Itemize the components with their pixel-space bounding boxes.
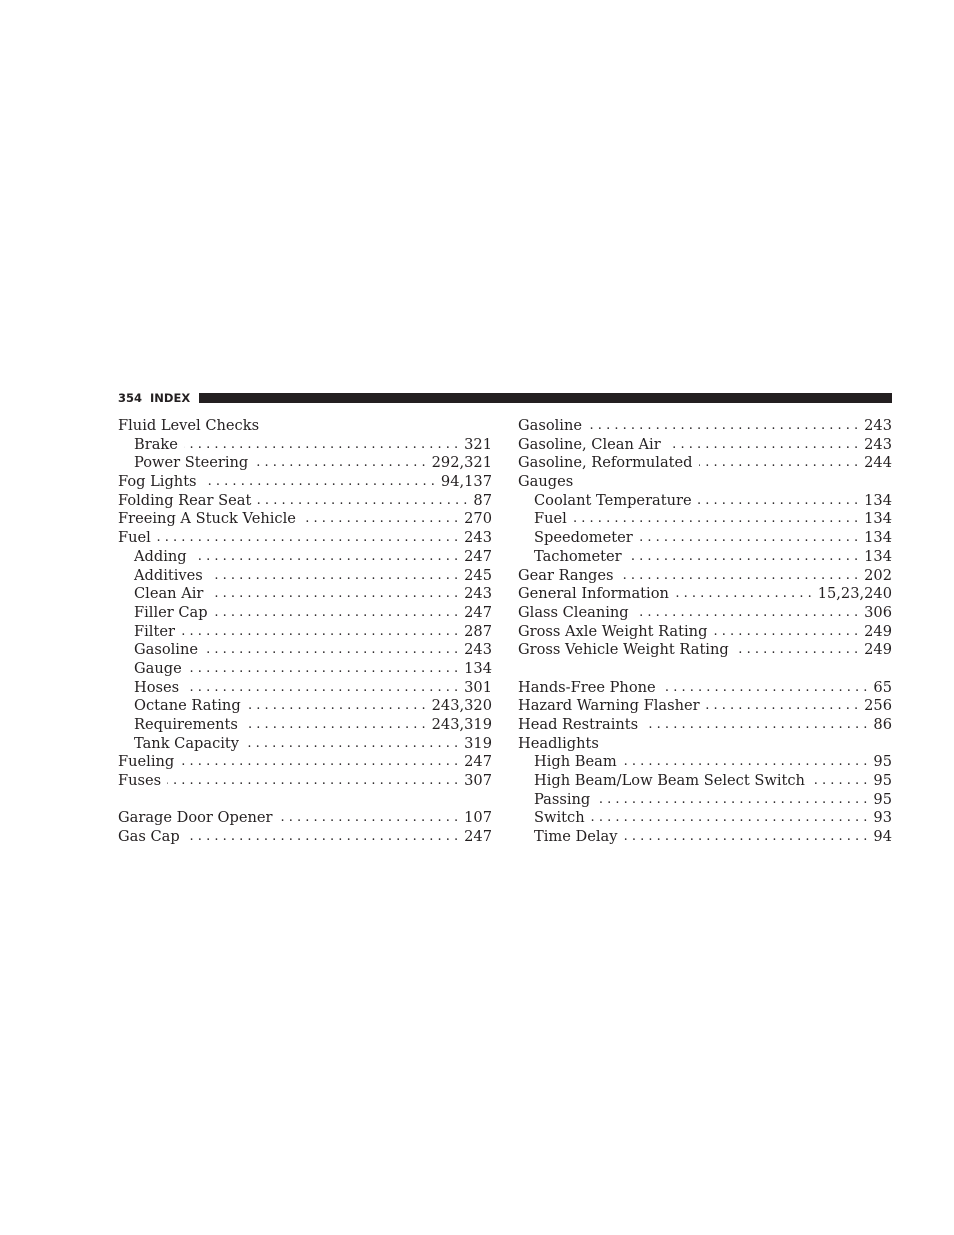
index-term: Fuel [534,510,567,528]
index-term: Adding [134,547,187,565]
index-term: Octane Rating [134,697,241,715]
dot-leader [161,772,464,791]
index-page-refs: 307 [464,772,492,790]
index-entry [518,585,892,604]
index-term: Filler Cap [134,603,208,621]
index-page-refs: 306 [864,603,892,621]
dot-leader [241,697,432,716]
index-page-refs: 243 [464,641,492,659]
index-term: Time Delay [534,828,618,846]
index-term: Power Steering [134,454,249,472]
index-term: Hands-Free Phone [518,678,656,696]
index-subentry [118,454,492,473]
index-term: Hoses [134,678,180,696]
index-page-refs: 95 [873,772,892,790]
index-term: Additives [134,566,203,584]
dot-leader [187,548,465,567]
index-subentry [518,828,892,847]
index-subentry [518,548,892,567]
index-page-refs: 134 [864,529,892,547]
index-page-refs: 270 [464,510,492,528]
dot-leader [238,716,432,735]
dot-leader [178,436,464,455]
index-term: Coolant Temperature [534,491,692,509]
index-page-refs: 107 [464,809,492,827]
index-term: Tank Capacity [134,734,240,752]
index-entry [518,641,892,660]
index-term: Tachometer [534,547,622,565]
index-page-refs: 86 [873,716,892,733]
index-page-refs: 65 [873,678,892,696]
index-subentry [518,753,892,772]
index-page-refs: 243 [864,435,892,453]
dot-leader [175,623,464,642]
dot-leader [585,809,874,828]
index-term: Gasoline, Clean Air [518,435,661,453]
dot-leader [151,529,464,548]
index-entry [518,604,892,623]
index-column-right [518,417,892,847]
dot-leader [638,716,873,735]
index-page-refs: 134 [864,491,892,509]
index-page-refs: 249 [864,641,892,659]
dot-leader [567,510,864,529]
dot-leader [805,772,873,791]
index-page-refs: 95 [873,790,892,808]
index-page-refs: 243 [464,585,492,603]
index-term: Gasoline [518,417,583,434]
index-term: Head Restraints [518,716,639,733]
index-page-refs: 134 [464,659,492,677]
index-page-refs: 247 [464,828,492,846]
index-page-refs: 321 [464,435,492,453]
dot-leader [203,585,464,604]
index-term: Glass Cleaning [518,603,629,621]
index-entry [118,828,492,847]
dot-leader [239,735,464,754]
index-entry [518,623,892,642]
dot-leader [203,567,464,586]
index-subentry [118,436,492,455]
index-subentry [518,809,892,828]
index-page-refs: 87 [473,491,492,509]
index-term: Brake [134,435,178,453]
index-page-refs: 247 [464,753,492,771]
index-page-refs: 247 [464,547,492,565]
index-term: Passing [534,790,591,808]
dot-leader [180,828,464,847]
dot-leader [692,492,865,511]
index-term: High Beam/Low Beam Select Switch [534,772,805,790]
dot-leader [179,679,464,698]
index-page-refs: 292,321 [431,454,492,472]
index-subentry [118,660,492,679]
index-subentry [118,585,492,604]
index-term: Garage Door Opener [118,809,273,827]
index-term: Requirements [134,716,238,733]
dot-leader [248,454,431,473]
dot-leader [617,753,874,772]
index-entry [118,753,492,772]
dot-leader [633,529,864,548]
dot-leader [661,436,864,455]
dot-leader [208,604,465,623]
index-term: Clean Air [134,585,204,603]
index-page-refs: 94,137 [440,473,492,491]
index-page-refs: 319 [464,734,492,752]
index-term: General Information [518,585,669,603]
index-term: Gear Ranges [518,566,614,584]
index-page-refs: 243,320 [431,697,492,715]
index-subentry [118,623,492,642]
index-page-refs: 256 [864,697,892,715]
index-entry [118,809,492,828]
index-page-refs: 301 [464,678,492,696]
index-page-refs: 249 [864,622,892,640]
index-page-refs: 134 [864,510,892,528]
index-page-refs: 94 [873,828,892,846]
index-entry [518,735,892,754]
index-term: Gross Axle Weight Rating [518,622,708,640]
index-entry [518,473,892,492]
index-subentry [118,548,492,567]
index-subentry [118,641,492,660]
dot-leader [707,623,864,642]
index-subentry [118,604,492,623]
index-page-refs: 287 [464,622,492,640]
index-entry [518,567,892,586]
dot-leader [273,809,465,828]
index-subentry [518,529,892,548]
dot-leader [296,510,464,529]
index-term: Gauge [134,659,182,677]
index-page-refs: 247 [464,603,492,621]
index-entry [518,436,892,455]
index-entry [118,772,492,791]
index-entry [118,473,492,492]
index-page-refs: 202 [864,566,892,584]
index-entry [518,716,892,735]
index-entry [118,510,492,529]
index-page-refs: 243 [864,417,892,434]
dot-leader [729,641,864,660]
section-title: INDEX [150,390,191,405]
page-number: 354 [118,390,143,405]
index-page-refs: 134 [864,547,892,565]
index-spacer [118,791,492,810]
dot-leader [693,454,865,473]
index-subentry [518,492,892,511]
dot-leader [590,791,873,810]
index-page-refs: 244 [864,454,892,472]
index-page-refs: 95 [873,753,892,771]
index-term: Hazard Warning Flasher [518,697,700,715]
index-page-refs: 243 [464,529,492,547]
index-term: Fuel [118,529,151,547]
dot-leader [174,753,464,772]
index-term: Folding Rear Seat [118,491,252,509]
index-spacer [518,660,892,679]
index-page-refs: 245 [464,566,492,584]
index-entry [118,529,492,548]
index-subentry [118,716,492,735]
page-header [118,390,892,405]
index-subentry [518,510,892,529]
index-subentry [518,772,892,791]
index-term: Headlights [518,734,599,752]
dot-leader [700,697,865,716]
dot-leader [197,473,441,492]
index-entry [518,679,892,698]
index-term: Freeing A Stuck Vehicle [118,510,296,528]
header-rule [199,393,892,403]
index-page-refs: 15,23,240 [817,585,892,603]
index-subentry [518,791,892,810]
dot-leader [656,679,874,698]
dot-leader [614,567,865,586]
index-term: Gauges [518,473,574,491]
index-entry [118,492,492,511]
index-entry [118,417,492,436]
index-subentry [118,567,492,586]
index-term: Speedometer [534,529,633,547]
index-term: Gas Cap [118,828,180,846]
index-page-refs: 93 [873,809,892,827]
index-term: Filter [134,622,175,640]
index-subentry [118,679,492,698]
dot-leader [617,828,873,847]
dot-leader [622,548,865,567]
index-term: Fog Lights [118,473,197,491]
index-term: High Beam [534,753,617,771]
dot-leader [629,604,865,623]
index-term: Fuses [118,772,162,790]
index-term: Gasoline, Reformulated [518,454,693,472]
dot-leader [182,660,464,679]
index-term: Switch [534,809,585,827]
index-entry [518,454,892,473]
index-column-left [118,417,492,847]
index-entry [518,417,892,436]
index-term: Gasoline [134,641,199,659]
index-subentry [118,697,492,716]
index-term: Fueling [118,753,175,771]
index-entry [518,697,892,716]
dot-leader [251,492,473,511]
index-term: Fluid Level Checks [118,417,260,434]
dot-leader [198,641,464,660]
index-subentry [118,735,492,754]
index-page-refs: 243,319 [431,716,492,733]
index-term: Gross Vehicle Weight Rating [518,641,729,659]
dot-leader [669,585,818,604]
dot-leader [582,417,864,436]
